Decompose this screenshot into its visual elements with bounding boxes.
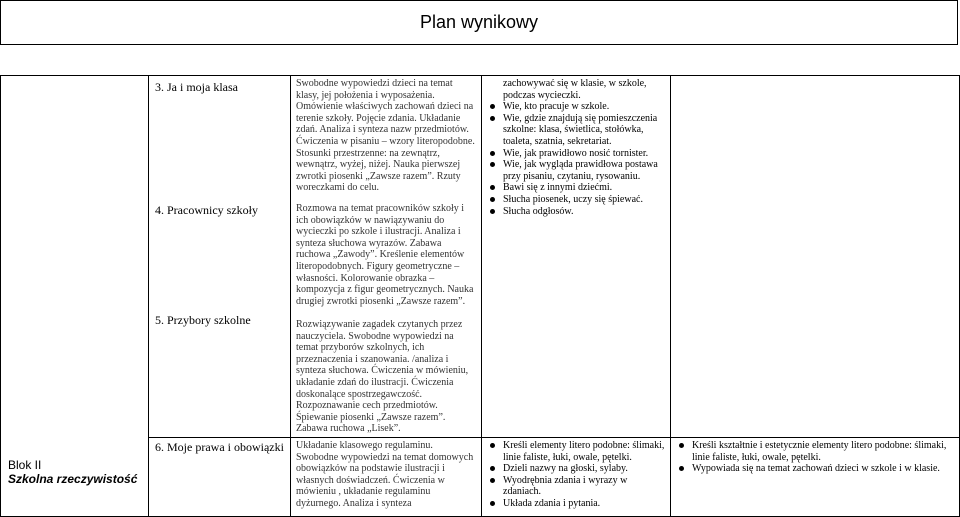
outcome-intro: zachowywać się w klasie, w szkole, podczas wycieczki. bbox=[503, 78, 647, 101]
block-cell bbox=[1, 76, 149, 517]
list-item: Słucha piosenek, uczy się śpiewać. bbox=[503, 194, 667, 206]
list-item: Wie, jak wygląda prawidłowa postawa przy pisaniu, czytaniu, rysowaniu. bbox=[503, 159, 667, 182]
activity-cell bbox=[291, 437, 482, 516]
list-item: Wie, gdzie znajdują się pomieszczenia szkolne: klasa, świetlica, stołówka, toaleta, szatnia, sekretariat. bbox=[503, 113, 667, 148]
list-item: Słucha odgłosów. bbox=[503, 206, 667, 218]
block-label: Blok II bbox=[8, 457, 42, 472]
topics-cell bbox=[149, 76, 291, 438]
topic-name: 4. Pracownicy szkoły bbox=[155, 203, 258, 217]
topic-cell bbox=[149, 437, 291, 516]
topic-name: 6. Moje prawa i obowiązki bbox=[155, 439, 284, 454]
list-item: Wie, kto pracuje w szkole. bbox=[503, 101, 667, 113]
topic-activity: Rozmowa na temat pracowników szkoły i ich obowiązków w nawiązywaniu do wycieczki po szkole i ilustracji. Analiza i synteza słuchowa wyrazów. Zabawa ruchowa „Zawody”. Kreślenie elementów literopodobnych. Figury geometryczne – własności. Kolorowanie obrazka – kompozycja z figur geometrycznych. Nauka drugiej zwrotki piosenki „Zawsze razem”. bbox=[296, 203, 474, 307]
topic-activity: Swobodne wypowiedzi dzieci na temat klasy, jej położenia i wyposażenia. Omówienie właściwych zachowań dzieci na terenie szkoły. Pojęcie zdania. Układanie zdań. Analiza i synteza nazw przedmiotów. Ćwiczenia w pisaniu – wzory literopodobne. Stosunki przestrzenne: na zewnątrz, wewnątrz, wyżej, niżej. Nauka pierwszej zwrotki piosenki „Zawsze razem”. Rzuty woreczkami do celu. bbox=[296, 78, 475, 194]
list-item: Kreśli elementy litero podobne: ślimaki, linie faliste, łuki, owale, pętelki. bbox=[503, 440, 667, 463]
list-item: Układa zdania i pytania. bbox=[503, 498, 667, 510]
page-title: Plan wynikowy bbox=[0, 0, 958, 45]
topic-activity: Układanie klasowego regulaminu. Swobodne wypowiedzi na temat domowych obowiązków na podstawie ilustracji i własnych doświadczeń. Ćwiczenia w mówieniu , układanie regulaminu dyżurnego. Analiza i synteza bbox=[296, 439, 474, 509]
topic-name: 5. Przybory szkolne bbox=[155, 313, 251, 327]
outcome-list bbox=[485, 440, 667, 510]
list-item: Kreśli kształtnie i estetycznie elementy litero podobne: ślimaki, linie faliste, łuki, owale, pętelki. bbox=[692, 440, 956, 463]
list-item: Wyodrębnia zdania i wyrazy w zdaniach. bbox=[503, 475, 667, 498]
activities-cell bbox=[291, 76, 482, 438]
plan-table bbox=[0, 75, 958, 508]
outcome-list bbox=[485, 101, 667, 217]
list-item: Bawi się z innymi dziećmi. bbox=[503, 182, 667, 194]
outcomes-extended-cell bbox=[671, 437, 960, 516]
outcomes-basic-cell bbox=[482, 437, 671, 516]
list-item: Wypowiada się na temat zachowań dzieci w szkole i w klasie. bbox=[692, 463, 956, 475]
outcomes-top-cell bbox=[482, 76, 671, 438]
list-item: Wie, jak prawidłowo nosić tornister. bbox=[503, 148, 667, 160]
outcome-list bbox=[674, 440, 956, 475]
block-subtitle: Szkolna rzeczywistość bbox=[8, 471, 138, 486]
topic-activity: Rozwiązywanie zagadek czytanych przez nauczyciela. Swobodne wypowiedzi na temat przyborów szkolnych, ich przeznaczenia i szanowania. /analiza i synteza słuchowa. Ćwiczenia w mówieniu, układanie zdań do ilustracji. Ćwiczenia doskonalące spostrzegawczość. Rozpoznawanie cech przedmiotów. Śpiewanie piosenki „Zawsze razem”. Zabawa ruchowa „Lisek”. bbox=[296, 319, 469, 435]
list-item: Dzieli nazwy na głoski, sylaby. bbox=[503, 463, 667, 475]
outcomes-top-empty-cell bbox=[671, 76, 960, 438]
topic-name: 3. Ja i moja klasa bbox=[155, 80, 238, 94]
